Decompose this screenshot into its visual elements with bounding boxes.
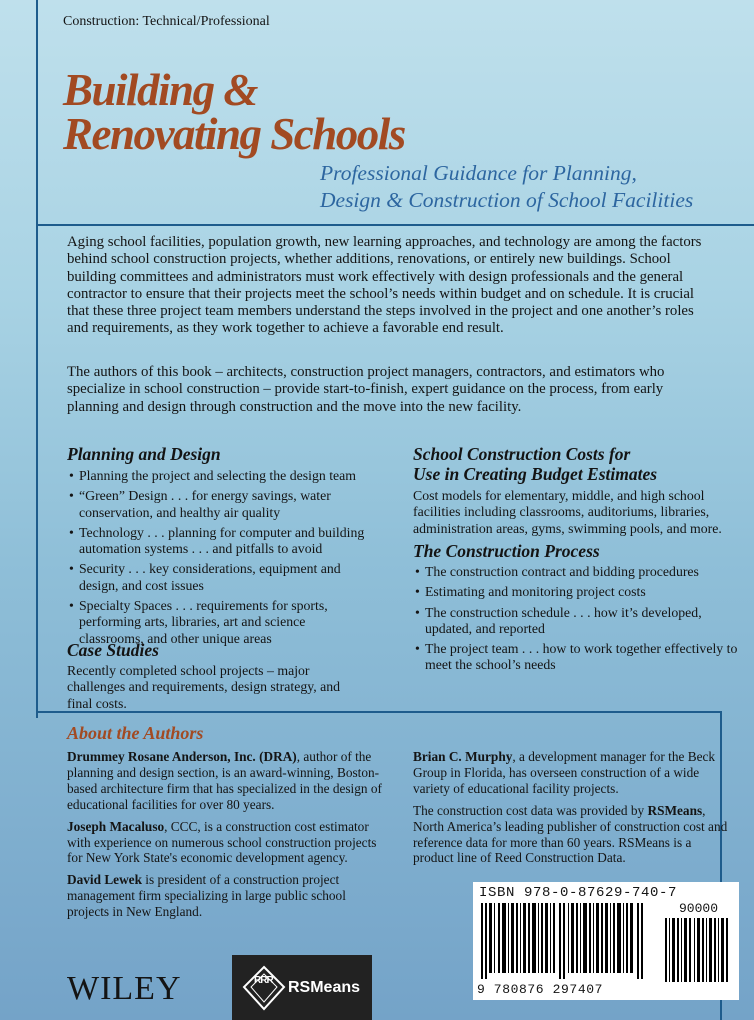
about-heading: About the Authors xyxy=(67,723,204,743)
process-section xyxy=(413,541,743,678)
author-name: Joseph Macaluso xyxy=(67,818,165,834)
list-item: • “Green” Design . . . for energy savings, water conservation, and healthy air quality xyxy=(67,488,367,521)
list-item: • The project team . . . how to work together effectively to meet the school’s needs xyxy=(413,641,743,674)
planning-heading: Planning and Design xyxy=(67,444,221,464)
list-item: • The construction contract and bidding procedures xyxy=(413,564,743,580)
planning-section xyxy=(67,444,367,651)
intro-paragraph-2: The authors of this book – architects, construction project managers, contractors, and estimators who specialize in school construction – provide start-to-finish, expert guidance on the process, from early planning and design through construction and the move into the new facility. xyxy=(67,364,665,415)
list-item: • Technology . . . planning for computer and building automation systems . . . and pitfalls to avoid xyxy=(67,525,367,558)
planning-list xyxy=(67,468,367,647)
costs-heading xyxy=(413,444,743,484)
header-rule xyxy=(36,224,754,226)
price-code: 90000 xyxy=(679,901,719,916)
rsmeans-mark-letters: RRR xyxy=(254,975,273,986)
costs-heading-line-1: School Construction Costs for xyxy=(413,444,631,464)
list-item: • Security . . . key considerations, equipment and design, and cost issues xyxy=(67,561,367,594)
author-macaluso xyxy=(67,819,387,867)
costs-section xyxy=(413,444,743,537)
authors-left xyxy=(67,749,387,920)
list-item: • Estimating and monitoring project costs xyxy=(413,584,743,600)
author-name: Brian C. Murphy xyxy=(413,749,513,764)
process-list xyxy=(413,564,743,674)
category-label: Construction: Technical/Professional xyxy=(63,14,270,29)
process-heading: The Construction Process xyxy=(413,541,600,561)
list-item: • Planning the project and selecting the design team xyxy=(67,468,367,484)
wiley-logo: WILEY xyxy=(67,970,182,1007)
authors-right xyxy=(413,749,735,866)
rsmeans-logo xyxy=(232,955,372,1020)
author-bio: , author of the planning and design section, is an award-winning, Boston-based architecture firm that has specialized in the design of educational facilities for over 80 years. xyxy=(67,749,382,812)
author-name: David Lewek xyxy=(67,872,142,888)
barcode-addon-icon xyxy=(663,918,733,982)
author-bio: is president of a construction project management firm specializing in large public school projects in New England. xyxy=(67,872,346,920)
credit-name: RSMeans xyxy=(647,802,703,818)
case-studies-section xyxy=(67,640,367,712)
rsmeans-wordmark: RSMeans xyxy=(288,979,361,996)
title-line-1: Building & xyxy=(63,65,257,115)
credit-text: The construction cost data was provided by xyxy=(413,802,648,818)
case-studies-text: Recently completed school projects – major challenges and requirements, design strategy, and final costs. xyxy=(67,663,341,711)
book-title xyxy=(63,65,405,159)
list-item: • Specialty Spaces . . . requirements for sports, performing arts, libraries, art and science classrooms, and other unique areas xyxy=(67,598,367,647)
author-name: Drummey Rosane Anderson, Inc. (DRA) xyxy=(67,749,297,764)
isbn-text: ISBN 978-0-87629-740-7 xyxy=(479,885,678,901)
barcode-ean-icon xyxy=(479,903,649,979)
rsmeans-credit xyxy=(413,803,735,867)
intro-paragraph-1: Aging school facilities, population growth, new learning approaches, and technology are among the factors behind school construction projects, whether additions, renovations, or entirely new buildings. School building committees and administrators must work effectively with design professionals and the general contractor to ensure that their projects meet the school’s needs within budget and on schedule. It is crucial that these three project team members understand the steps involved in the project and one another’s roles and requirements, as they work together to achieve a favorable end result. xyxy=(67,234,702,337)
author-bio: , CCC, is a construction cost estimator with experience on numerous school construction projects for New York State's economic development agency. xyxy=(67,818,377,866)
author-murphy xyxy=(413,749,735,797)
title-line-2: Renovating Schools xyxy=(63,109,405,159)
costs-heading-line-2: Use in Creating Budget Estimates xyxy=(413,464,658,484)
barcode-digits: 9 780876 297407 xyxy=(477,982,604,997)
credit-text: , North America’s leading publisher of construction cost and reference data for more than 60 years. RSMeans is a product line of Reed Construction Data. xyxy=(413,802,728,866)
case-studies-heading: Case Studies xyxy=(67,640,159,660)
rsmeans-mark-icon xyxy=(242,965,286,1011)
author-dra xyxy=(67,749,387,813)
subtitle-line-2: Design & Construction of School Facilities xyxy=(320,188,694,212)
subtitle-line-1: Professional Guidance for Planning, xyxy=(320,161,637,185)
barcode-label xyxy=(473,882,739,1000)
author-lewek xyxy=(67,872,387,920)
left-rule xyxy=(36,0,38,718)
author-bio: , a development manager for the Beck Group in Florida, has overseen construction of a wide variety of educational facility projects. xyxy=(413,749,716,796)
book-subtitle xyxy=(320,160,693,214)
list-item: • The construction schedule . . . how it’s developed, updated, and reported xyxy=(413,605,743,638)
costs-text: Cost models for elementary, middle, and high school facilities including classrooms, auditoriums, libraries, administration areas, gyms, swimming pools, and more. xyxy=(413,488,722,536)
